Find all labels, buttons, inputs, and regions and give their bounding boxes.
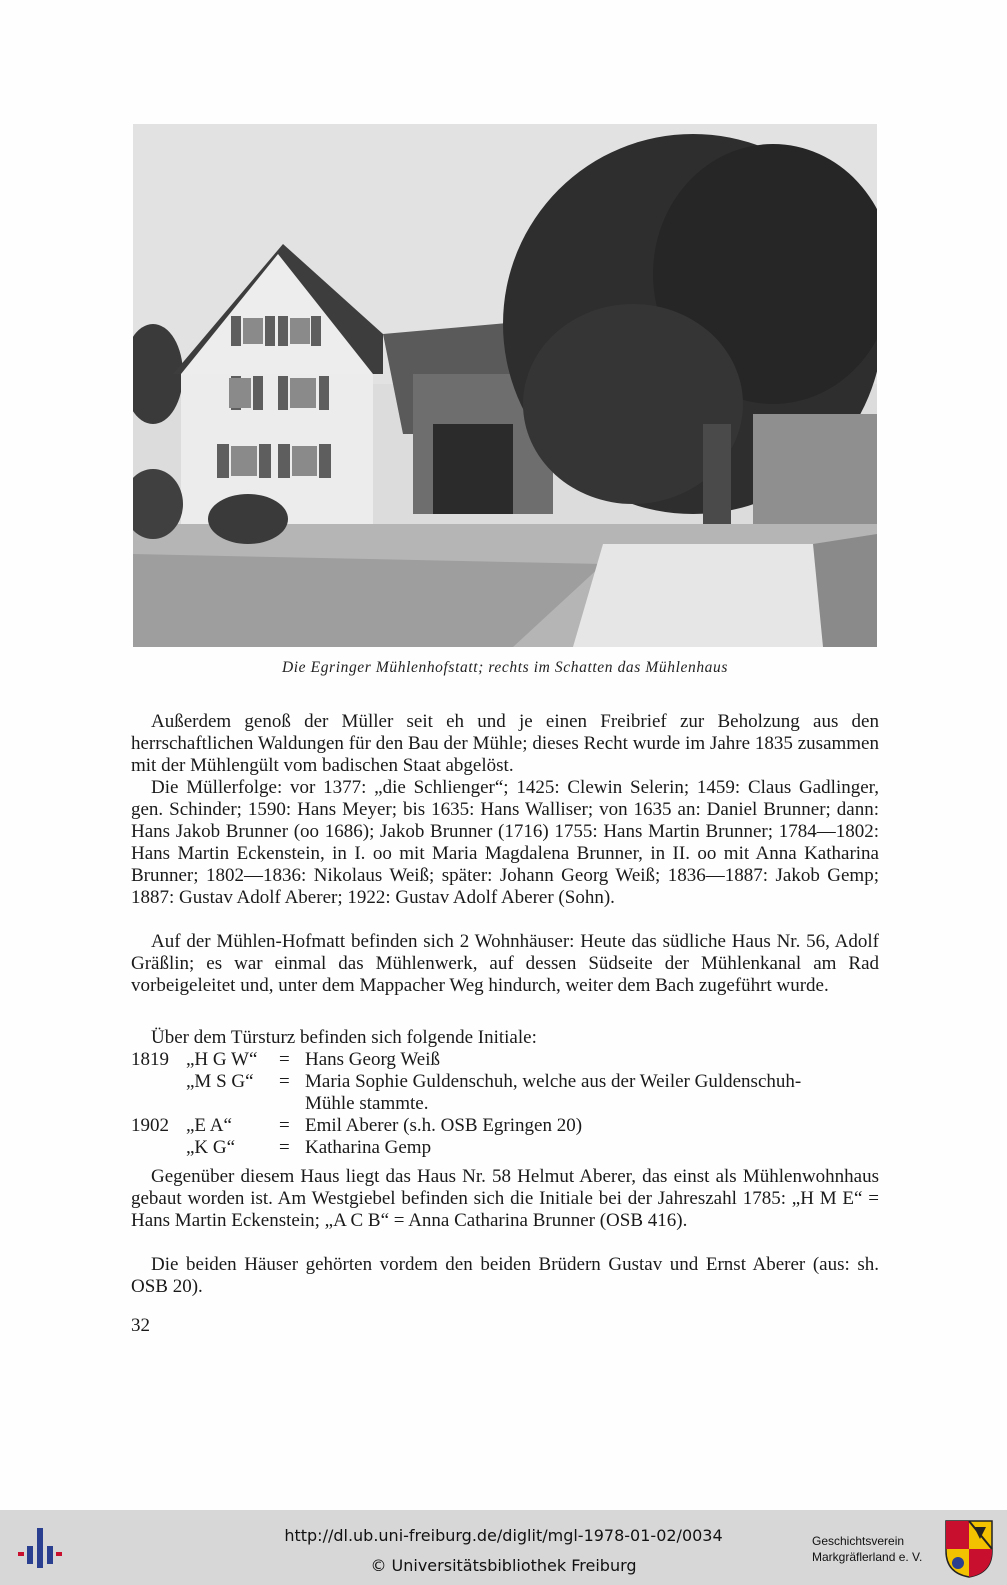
mill-photograph bbox=[133, 124, 877, 647]
paragraph-muehlen-hofmatt: Auf der Mühlen-Hofmatt befinden sich 2 Wohnhäuser: Heute das südliche Haus Nr. 56, Adolf Gräßlin; es war einmal das Mühlenwerk, auf dessen Südseite der Mühlenkanal am Rad vorbeigeleitet und, unter dem Mappacher Weg hindurch, weiter dem Bach zugeführt wurde. bbox=[131, 931, 879, 996]
footer-copyright: © Universitätsbibliothek Freiburg bbox=[370, 1556, 637, 1575]
initials-equals: = bbox=[279, 1115, 290, 1136]
paragraph-brueder: Die beiden Häuser gehörten vordem den beiden Brüdern Gustav und Ernst Aberer (aus: sh. OSB 20). bbox=[131, 1254, 879, 1297]
paragraph-initiale-intro: Über dem Türsturz befinden sich folgende Initiale: bbox=[151, 1027, 537, 1048]
initials-equals: = bbox=[279, 1071, 290, 1092]
initials-year: 1902 bbox=[131, 1115, 169, 1136]
paragraph-freibrief: Außerdem genoß der Müller seit eh und je einen Freibrief zur Beholzung aus den herrschaftlichen Waldungen für den Bau der Mühle; dieses Recht wurde im Jahre 1835 zusammen mit der Mühlengült vom badischen Staat abgelöst. bbox=[131, 711, 879, 776]
initials-equals: = bbox=[279, 1049, 290, 1070]
initials-code: „E A“ bbox=[186, 1115, 232, 1136]
paragraph-muehlenwohnhaus: Gegenüber diesem Haus liegt das Haus Nr. 58 Helmut Aberer, das einst als Mühlenwohnhaus gebaut worden ist. Am Westgiebel befinden sich die Initiale bei der Jahreszahl 1785: „H M E“ = Hans Martin Eckenstein; „A C B“ = Anna Catharina Brunner (OSB 416). bbox=[131, 1166, 879, 1231]
coat-of-arms-icon bbox=[944, 1519, 994, 1579]
page-number: 32 bbox=[131, 1315, 150, 1336]
initials-name: Hans Georg Weiß bbox=[305, 1049, 440, 1070]
initials-code: „M S G“ bbox=[186, 1071, 254, 1092]
verein-line-1: Geschichtsverein bbox=[812, 1534, 905, 1548]
verein-label bbox=[812, 1533, 922, 1565]
document-url-link[interactable]: http://dl.ub.uni-freiburg.de/diglit/mgl-1978-01-02/0034 bbox=[284, 1526, 723, 1545]
initials-name: Mühle stammte. bbox=[305, 1093, 429, 1114]
initials-code: „K G“ bbox=[186, 1137, 236, 1158]
initials-code: „H G W“ bbox=[186, 1049, 258, 1070]
verein-line-2: Markgräflerland e. V. bbox=[812, 1550, 923, 1564]
paragraph-muellerfolge: Die Müllerfolge: vor 1377: „die Schlienger“; 1425: Clewin Selerin; 1459: Claus Gadlinger, gen. Schinder; 1590: Hans Meyer; bis 1635: Hans Walliser; von 1635 an: Daniel Brunner; dann: Hans Jakob Brunner (oo 1686); Jakob Brunner (1716) 1755: Hans Martin Brunner; 1784—1802: Hans Martin Eckenstein, in I. oo mit Maria Magdalena Brunner, in II. oo mit Anna Katharina Brunner; 1802—1836: Nikolaus Weiß; später: Johann Georg Weiß; 1836—1887: Jakob Gemp; 1887: Gustav Adolf Aberer; 1922: Gustav Adolf Aberer (Sohn). bbox=[131, 777, 879, 908]
initials-year: 1819 bbox=[131, 1049, 169, 1070]
initials-name: Emil Aberer (s.h. OSB Egringen 20) bbox=[305, 1115, 583, 1136]
photo-caption: Die Egringer Mühlenhofstatt; rechts im Schatten das Mühlenhaus bbox=[281, 659, 729, 676]
initials-equals: = bbox=[279, 1137, 290, 1158]
initials-name: Maria Sophie Guldenschuh, welche aus der Weiler Guldenschuh- bbox=[305, 1071, 802, 1092]
initials-name: Katharina Gemp bbox=[305, 1137, 432, 1158]
